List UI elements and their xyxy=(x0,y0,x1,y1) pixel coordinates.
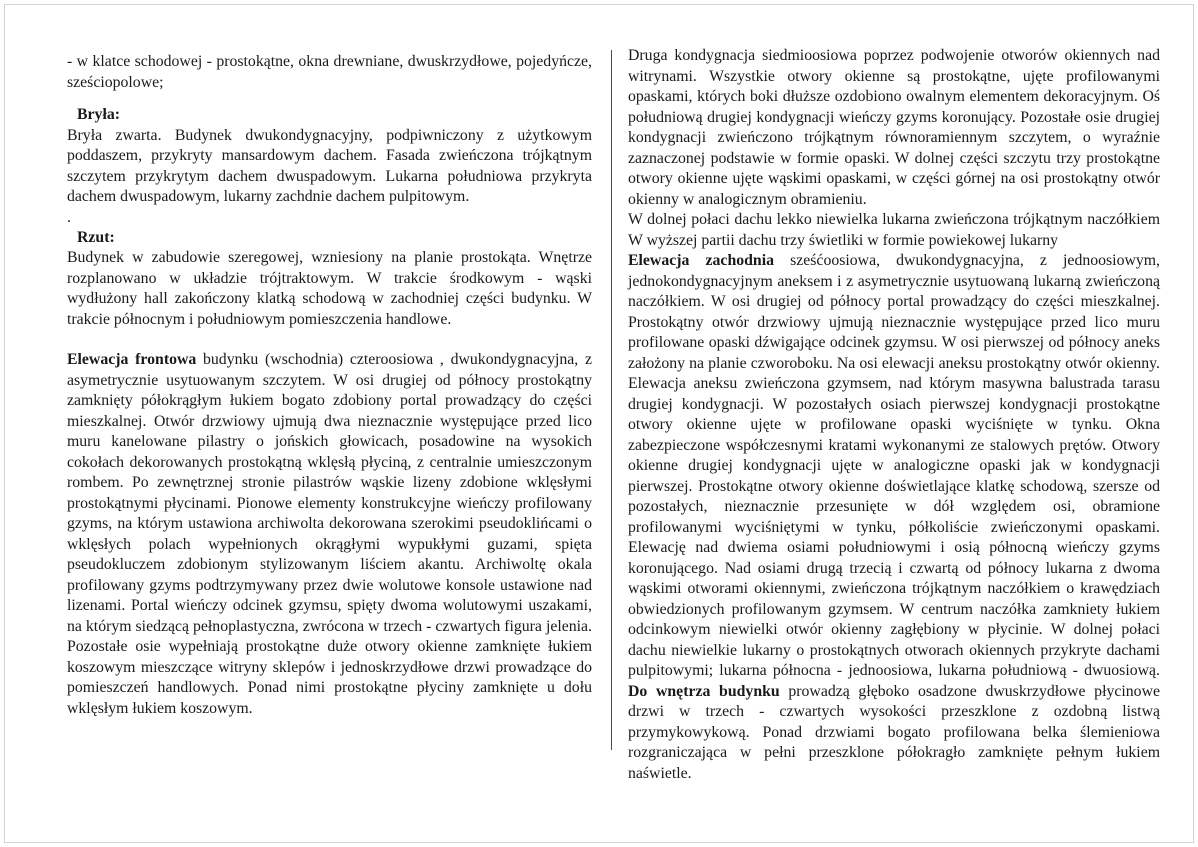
heading-elewacja-zachodnia: Elewacja zachodnia xyxy=(628,252,774,269)
stray-dot: . xyxy=(67,208,71,226)
elewacja-zachodnia-paragraph xyxy=(628,251,1160,784)
second-storey-text: Druga kondygnacja siedmioosiowa poprzez podwojenie otworów okiennych nad witrynami. Wszystkie otwory okienne są prostokątne, ujęte profilowanymi opaskami, których boki dłuższe ozdobiono owalnym elementem dekoracyjnym. Oś południową drugiej kondygnacji wieńczy gzyms koronujący. Pozostałe osie drugiej kondygnacji zwieńczono trójkątnym równoramiennym szczytem, o wyraźnie zaznaczonej podstawie w formie opaski. W dolnej części szczytu trzy prostokątne otwory okienne ujęte wąskimi opaskami, w części górnej na osi prostokątny otwór okienny w analogicznym obramieniu. xyxy=(628,47,1160,208)
heading-elewacja-frontowa: Elewacja frontowa xyxy=(67,351,197,368)
right-column xyxy=(628,46,1160,784)
bryla-text: Bryła zwarta. Budynek dwukondygnacyjny, podpiwniczony z użytkowym poddaszem, przykryty mansardowym dachem. Fasada zwieńczona trójkątnym szczytem przykrytym dachem dwuspadowym. Lukarna południowa przykryta dachem dwuspadowym, lukarny zachdnie dachem pulpitowym. xyxy=(67,126,592,205)
window-description: - w klatce schodowej - prostokątne, okna drewniane, dwuskrzydłowe, pojedyńcze, sześciopolowe; xyxy=(67,53,592,91)
rzut-text: Budynek w zabudowie szeregowej, wzniesiony na planie prostokąta. Wnętrze rozplanowano w układzie trójtraktowym. W trakcie środkowym - wąski wydłużony hall zakończony klatką schodową w zachodniej części budynku. W trakcie północnym i południowym pomieszczenia handlowe. xyxy=(67,249,592,328)
elewacja-zachodnia-text: sześćoosiowa, dwukondygnacyjna, z jednoosiowym, jednokondygnacyjnym aneksem i z asymetrycznie usytuowaną lukarną zwieńczoną naczółkiem. W osi drugiej od północy portal prowadzący do części mieszkalnej. Prostokątny otwór drzwiowy ujmują nieznacznie występujące przed lico muru profilowane opaski dźwigające odcinek gzymsu. W osi pierwszej od północy aneks założony na planie czworoboku. Na osi elewacji aneksu prostokątny otwór okienny. Elewacja aneksu zwieńczona gzymsem, nad którym masywna balustrada tarasu drugiej kondygnacji. W pozostałych osiach pierwszej kondygnacji prostokątne otwory okienne ujęte w profilowane opaski wyciśnięte w tynku. Okna zabezpieczone współczesnymi kratami wykonanymi ze stalowych prętów. Otwory okienne drugiej kondygnacji ujęte w analogiczne opaski jak w kondygnacji pierwszej. Prostokątne otwory okienne doświetlające klatkę schodową, szersze od pozostałych, nieznacznie przesunięte w dół względem osi, obramione profilowanymi wyciśniętymi w tynku, półkoliście zwieńczonymi opaskami. Elewację nad dwiema osiami południowymi i osią północną wieńczy gzyms koronującego. Nad osiami drugą trzecią i czwartą od północy lukarna z dwoma wąskimi otworami okiennymi, zwieńczona trójkątnym naczółkiem o krawędziach obwiedzionych profilowanym gzymsem. W centrum naczółka zamkniety łukiem odcinkowym niewielki otwór okienny zagłębiony w płycinie. W dolnej połaci dachu niewielkie lukarny o prostokątnych otworach okiennych przykryte dachami pulpitowymi; lukarna północna - jednoosiowa, lukarna południową - dwuosiową. xyxy=(628,252,1161,679)
elewacja-frontowa-paragraph xyxy=(67,350,592,719)
left-column xyxy=(67,52,592,719)
column-divider xyxy=(611,50,612,750)
roof-text: W dolnej połaci dachu lekko niewielka lukarna zwieńczona trójkątnym naczółkiem W wyższej partii dachu trzy świetliki w formie powiekowej lukarny xyxy=(628,211,1160,249)
heading-wnetrze: Do wnętrza budynku xyxy=(628,682,780,700)
elewacja-frontowa-text: budynku (wschodnia) czteroosiowa , dwukondygnacyjna, z asymetrycznie usytuowanym szczytem. W osi drugiej od północy prostokątny zamknięty półokrągłym łukiem bogato zdobiony portal prowadzący do części mieszkalnej. Otwór drzwiowy ujmują dwa nieznacznie występujące przed lico muru kanelowane pilastry o jońskich głowicach, posadowine na wysokich cokołach dekorowanych prostokątną wklęsłą płyciną, z centralnie umieszczonym rombem. Po zewnętrznej stronie pilastrów wąskie lizeny zdobione wklęsłymi prostokątnymi płycinami. Pionowe elementy konstrukcyjne wieńczy profilowany gzyms, na którym ustawiona archiwolta dekorowana szerokimi pseudoklińcami o wklęsłych polach wypełnionych okrągłymi wypukłymi guzami, spięta pseudokluczem zdobionym stylizowanym liściem akantu. Archiwoltę okala profilowany gzyms podtrzymywany przez dwie wolutowe konsole ustawione nad lizenami. Portal wieńczy odcinek gzymsu, spięty dwoma wolutowymi uszakami, na którym siedzącą pełnoplastyczna, zwrócona w trzech - czwartych figura jelenia. Pozostałe osie wypełniają prostokątne duże otwory okienne zamknięte łukiem koszowym mieszczące witryny sklepów i jednoskrzydłowe drzwi prowadzące do pomieszczeń handlowych. Ponad nimi prostokątne płyciny zamknięte u dołu wklęsłym łukiem koszowym. xyxy=(67,351,592,717)
heading-bryla: Bryła: xyxy=(77,106,120,123)
heading-rzut: Rzut: xyxy=(77,228,115,246)
wnetrze-text: prowadzą głęboko osadzone dwuskrzydłowe płycinowe drzwi w trzech - czwartych wysokości przeszklone z ozdobną listwą przymykowykową. Ponad drzwiami bogato profilowana belka ślemieniowa rozgraniczająca w pełni przeszklone półokragło zamknięte pełnym łukiem naświetle. xyxy=(628,682,1160,782)
